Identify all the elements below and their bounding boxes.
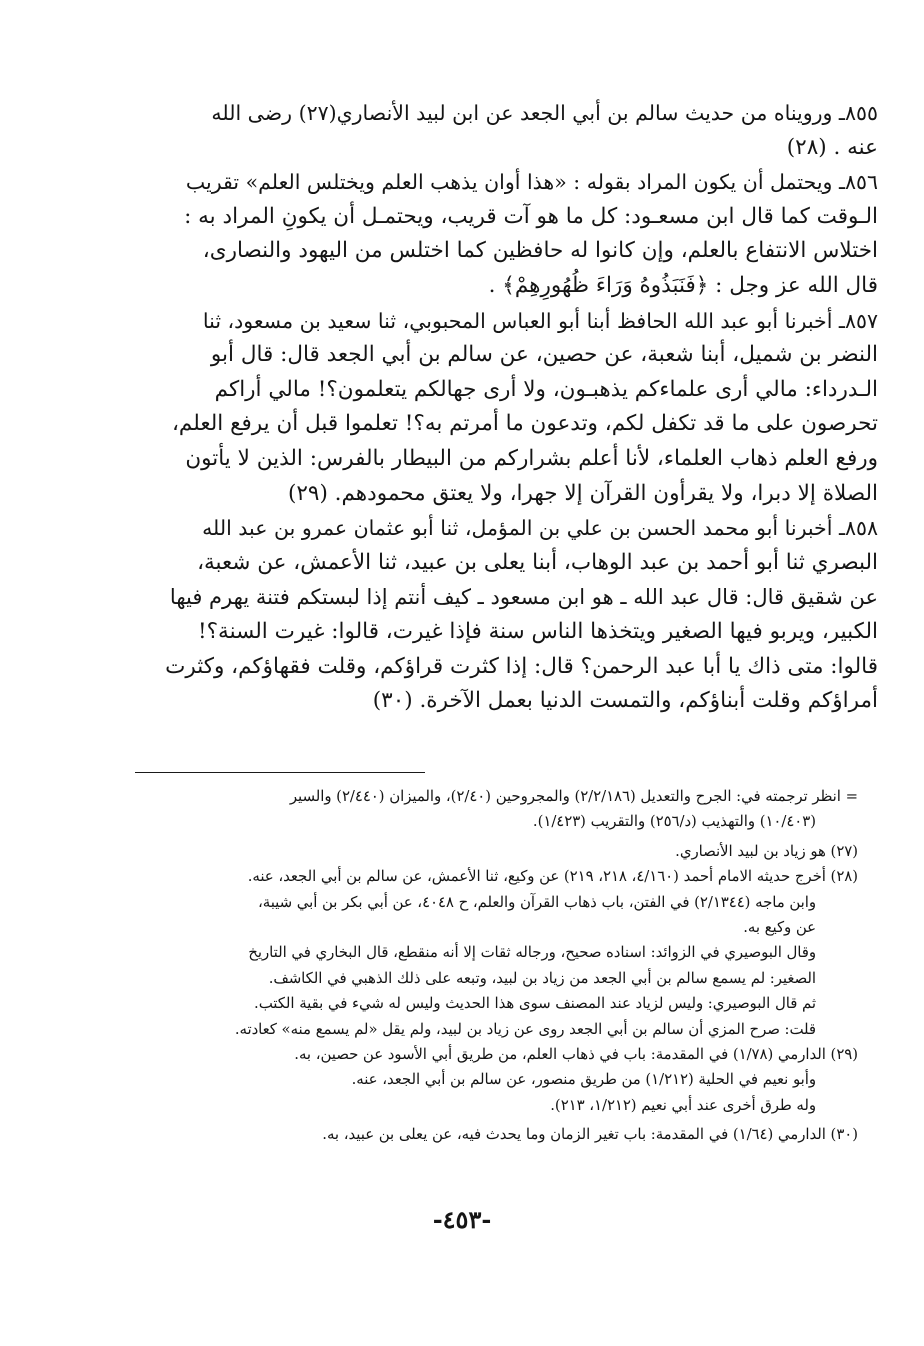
text-line: اختلاس الانتفاع بالعلم، وإن كانوا له حافظين كما اختلس من اليهود والنصارى، [202,238,878,264]
footnotes-block [138,784,858,1147]
footnote-line: ثم قال البوصيري: وليس لزياد عند المصنف سوى هذا الحديث وليس له شيء في بقية الكتب. [254,995,816,1013]
text-line: قال الله عز وجل : ﴿فَنَبَذُوهُ وَرَاءَ ظُهُورِهِمْ﴾ . [488,272,878,298]
footnote-separator [135,772,425,773]
text-line: النضر بن شميل، أبنا شعبة، عن حصين، عن سالم بن أبي الجعد قال: قال أبو [210,342,878,368]
text-line: عن شقيق قال: قال عبد الله ـ هو ابن مسعود ـ كيف أنتم إذا لبستكم فتنة يهرم فيها [169,585,878,610]
footnote-line: عن وكيع به. [743,918,816,936]
text-line: ٨٥٧ـ أخبرنا أبو عبد الله الحافظ أبنا أبو العباس المحبوبي، ثنا سعيد بن مسعود، ثنا [202,308,878,333]
text-line: ٨٥٦ـ ويحتمل أن يكون المراد بقوله : «هذا أوان يذهب العلم ويختلس العلم» تقريب [185,170,878,195]
text-line: ٨٥٥ـ ورويناه من حديث سالم بن أبي الجعد عن ابن لبيد الأنصاري(٢٧) رضى الله [211,101,878,125]
footnote-line: وابن ماجه (٢/١٣٤٤) في الفتن، باب ذهاب القرآن والعلم، ح ٤٠٤٨، عن أبي بكر بن أبي شيبة، [258,893,816,911]
footnote-line: (٢٩) الدارمي (١/٧٨) في المقدمة: باب في ذهاب العلم، من طريق أبي الأسود عن حصين، به. [294,1045,858,1063]
footnote-line: وله طرق أخرى عند أبي نعيم (١/٢١٢، ٢١٣). [550,1096,816,1114]
footnote-line: قلت: صرح المزي أن سالم بن أبي الجعد روى عن زياد بن لبيد، ولم يقل «لم يسمع منه» كعادته. [234,1020,816,1038]
text-line: الكبير، ويربو فيها الصغير ويتخذها الناس سنة فإذا غيرت، قالوا: غيرت السنة؟! [198,618,878,644]
footnote-line: وقال البوصيري في الزوائد: اسناده صحيح، ورجاله ثقات إلا أنه منقطع، قال البخاري في التاريخ [248,944,816,962]
text-line: الـوقت كما قال ابن مسعـود: كل ما هو آت قريب، ويحتمـل أن يكونِ المراد به : [184,203,878,229]
text-line: ورفع العلم ذهاب العلماء، لأنا أعلم بشراركم من البيطار بالفرس: الذين لا يأتون [185,445,878,471]
footnote-line: (١٠/٤٠٣) والتهذيب (د/٢٥٦) والتقريب (١/٤٢٣). [532,813,816,831]
footnote-line: = انظر ترجمته في: الجرح والتعديل (٢/٢/١٨٦) والمجروحين (٢/٤٠)، والميزان (٢/٤٤٠) والسير [289,788,858,805]
footnote-line: (٢٧) هو زياد بن لبيد الأنصاري. [675,842,858,860]
footnote-line: الصغير: لم يسمع سالم بن أبي الجعد من زياد بن لبيد، وتبعه على ذلك الذهبي في الكاشف. [268,969,816,987]
main-text-block [158,96,878,719]
footnote-line: (٢٨) أخرج حديثه الامام أحمد (٤/١٦٠، ٢١٨، ٢١٩) عن وكيع، ثنا الأعمش، عن سالم بن أبي الجعد، عنه. [247,868,858,886]
text-line: البصري ثنا أبو أحمد بن عبد الوهاب، أبنا يعلى بن عبيد، ثنا الأعمش، عن شعبة، [197,549,878,575]
text-line: عنه . (٢٨) [786,134,878,160]
text-line: الـدرداء: مالي أرى علماءكم يذهبـون، ولا أرى جهالكم يتعلمون؟! مالي أراكم [214,376,878,402]
text-line: تحرصون على ما قد تكفل لكم، وتدعون ما أمرتم به؟! تعلموا قبل أن يرفع العلم، [171,411,878,437]
footnote-line: (٣٠) الدارمي (١/٦٤) في المقدمة: باب تغير الزمان وما يحدث فيه، عن يعلى بن عبيد، به. [322,1126,858,1144]
text-line: قالوا: متى ذاك يا أبا عبد الرحمن؟ قال: إذا كثرت قراؤكم، وقلت فقهاؤكم، وكثرت [165,653,878,679]
text-line: ٨٥٨ـ أخبرنا أبو محمد الحسن بن علي بن المؤمل، ثنا أبو عثمان عمرو بن عبد الله [202,516,878,541]
page-number: -٤٥٣- [432,1205,492,1234]
text-line: أمراؤكم وقلت أبناؤكم، والتمست الدنيا بعمل الآخرة. (٣٠) [372,688,878,714]
text-line: الصلاة إلا دبرا، ولا يقرأون القرآن إلا جهرا، ولا يعتق محمودهم. (٢٩) [287,480,878,506]
footnote-line: وأبو نعيم في الحلية (١/٢١٢) من طريق منصور، عن سالم بن أبي الجعد، عنه. [351,1071,816,1089]
